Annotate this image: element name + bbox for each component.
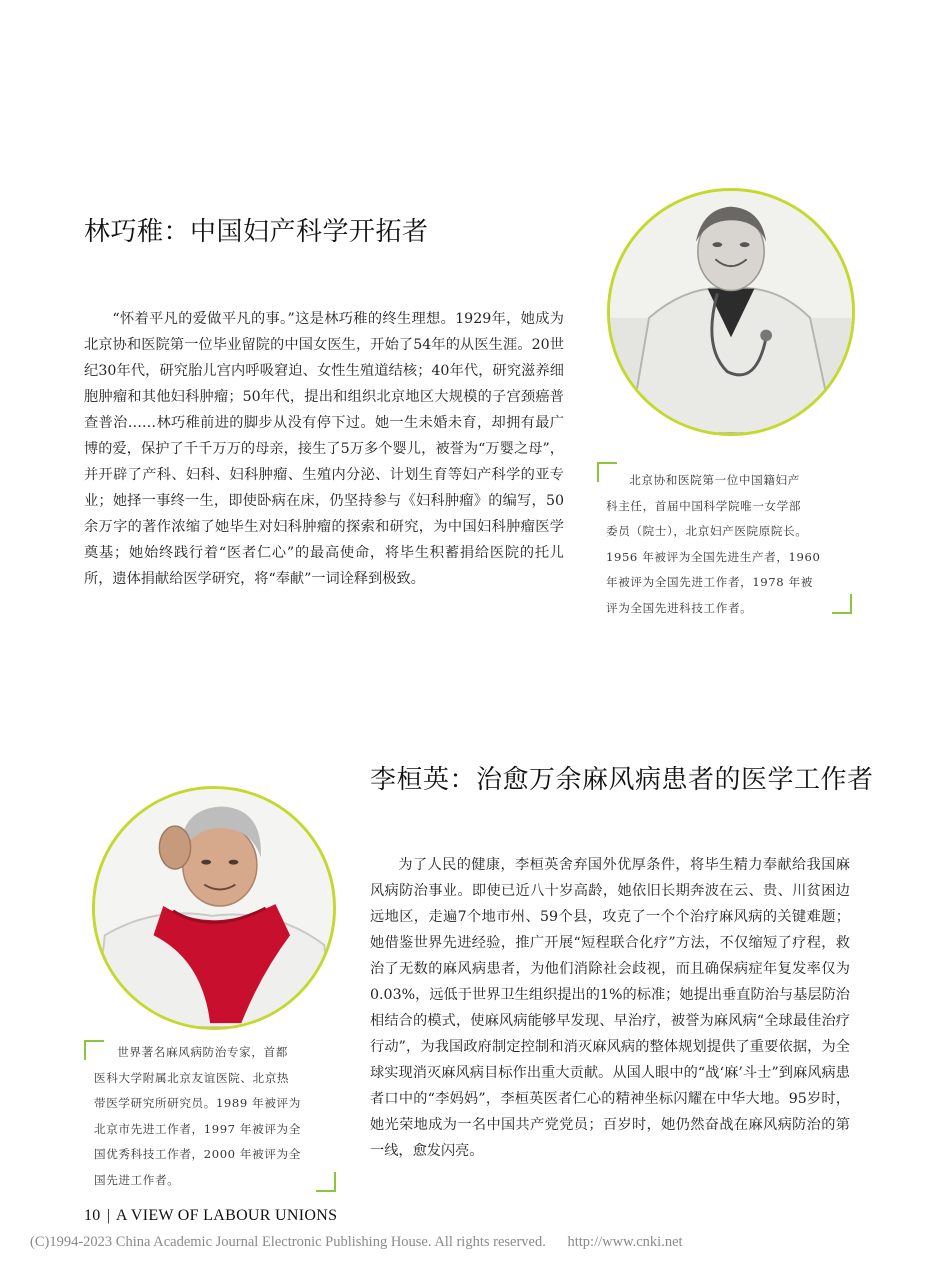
- caption2-line: 国优秀科技工作者，2000 年被评为全: [94, 1147, 301, 1161]
- caption2-line: 带医学研究所研究员。1989 年被评为: [94, 1096, 301, 1110]
- article1-title: 林巧稚：中国妇产科学开拓者: [84, 217, 429, 247]
- caption1-bracket-bottom: [832, 594, 852, 614]
- caption1-line: 年被评为全国先进工作者，1978 年被: [606, 575, 813, 589]
- page-footer: [84, 1207, 337, 1225]
- footer-separator: |: [106, 1207, 111, 1224]
- article2-body: 为了人民的健康，李桓英舍弃国外优厚条件，将毕生精力奉献给我国麻风病防治事业。即使已近八十岁高龄，她依旧长期奔波在云、贵、川贫困边远地区，走遍7个地市州、59个县，攻克了一个个治疗麻风病的关键难题；她借鉴世界先进经验，推广开展“短程联合化疗”方法，不仅缩短了疗程，救治了无数的麻风病患者，为他们消除社会歧视，而且确保病症年复发率仅为0.03%，远低于世界卫生组织提出的1%的标准；她提出垂直防治与基层防治相结合的模式，使麻风病能够早发现、早治疗，被誉为麻风病“全球最佳治疗行动”，为我国政府制定控制和消灭麻风病的整体规划提供了重要依据，为全球实现消灭麻风病目标作出重大贡献。从国人眼中的“战‘麻’斗士”到麻风病患者口中的“李妈妈”，李桓英医者仁心的精神坐标闪耀在中华大地。95岁时，她光荣地成为一名中国共产党党员；百岁时，她仍然奋战在麻风病防治的第一线，愈发闪亮。: [370, 857, 850, 1159]
- article2-title: 李桓英：治愈万余麻风病患者的医学工作者: [370, 765, 874, 795]
- caption1-line: 评为全国先进科技工作者。: [606, 600, 753, 615]
- article1-caption: [606, 468, 846, 621]
- portrait-illustration: [610, 191, 852, 433]
- lin-qiaozhi-portrait: [607, 188, 855, 436]
- copyright-notice: [30, 1234, 683, 1251]
- caption1-line: 北京协和医院第一位中国籍妇产: [629, 473, 800, 487]
- cnki-url: http://www.cnki.net: [567, 1234, 683, 1250]
- caption1-line: 1956 年被评为全国先进生产者，1960: [606, 549, 821, 564]
- article1-body: “怀着平凡的爱做平凡的事。”这是林巧稚的终生理想。1929年，她成为北京协和医院第一位毕业留院的中国女医生，开始了54年的从医生涯。20世纪30年代，研究胎儿宫内呼吸窘迫、女性生殖道结核；40年代，研究滋养细胞肿瘤和其他妇科肿瘤；50年代，提出和组织北京地区大规模的子宫颈癌普查普治……林巧稚前进的脚步从没有停下过。她一生未婚未育，却拥有最广博的爱，保护了千千万万的母亲，接生了5万多个婴儿，被誉为“万婴之母”，并开辟了产科、妇科、妇科肿瘤、生殖内分泌、计划生育等妇产科学的亚专业；她择一事终一生，即使卧病在床，仍坚持参与《妇科肿瘤》的编写，50余万字的著作浓缩了她毕生对妇科肿瘤的探索和研究，为中国妇科肿瘤医学奠基；她始终践行着“医者仁心”的最高使命，将毕生积蓄捐给医院的托儿所，遗体捐献给医学研究，将“奉献”一词诠释到极致。: [84, 311, 564, 587]
- li-huanying-portrait: [92, 786, 336, 1030]
- caption2-line: 国先进工作者。: [94, 1172, 180, 1187]
- copyright-text: (C)1994-2023 China Academic Journal Electronic Publishing House. All rights reserved.: [30, 1234, 546, 1250]
- caption2-line: 世界著名麻风病防治专家，首都: [117, 1045, 288, 1059]
- caption2-line: 医科大学附属北京友谊医院、北京热: [94, 1070, 290, 1085]
- page-number: 10: [84, 1207, 101, 1224]
- caption1-line: 委员（院士），北京妇产医院原院长。: [606, 524, 808, 538]
- portrait-illustration: [95, 789, 333, 1027]
- caption1-line: 科主任，首届中国科学院唯一女学部: [606, 498, 802, 513]
- caption2-bracket-bottom: [316, 1172, 336, 1192]
- article2-caption: [94, 1040, 334, 1193]
- caption2-line: 北京市先进工作者，1997 年被评为全: [94, 1121, 301, 1136]
- magazine-name: A VIEW OF LABOUR UNIONS: [115, 1207, 338, 1224]
